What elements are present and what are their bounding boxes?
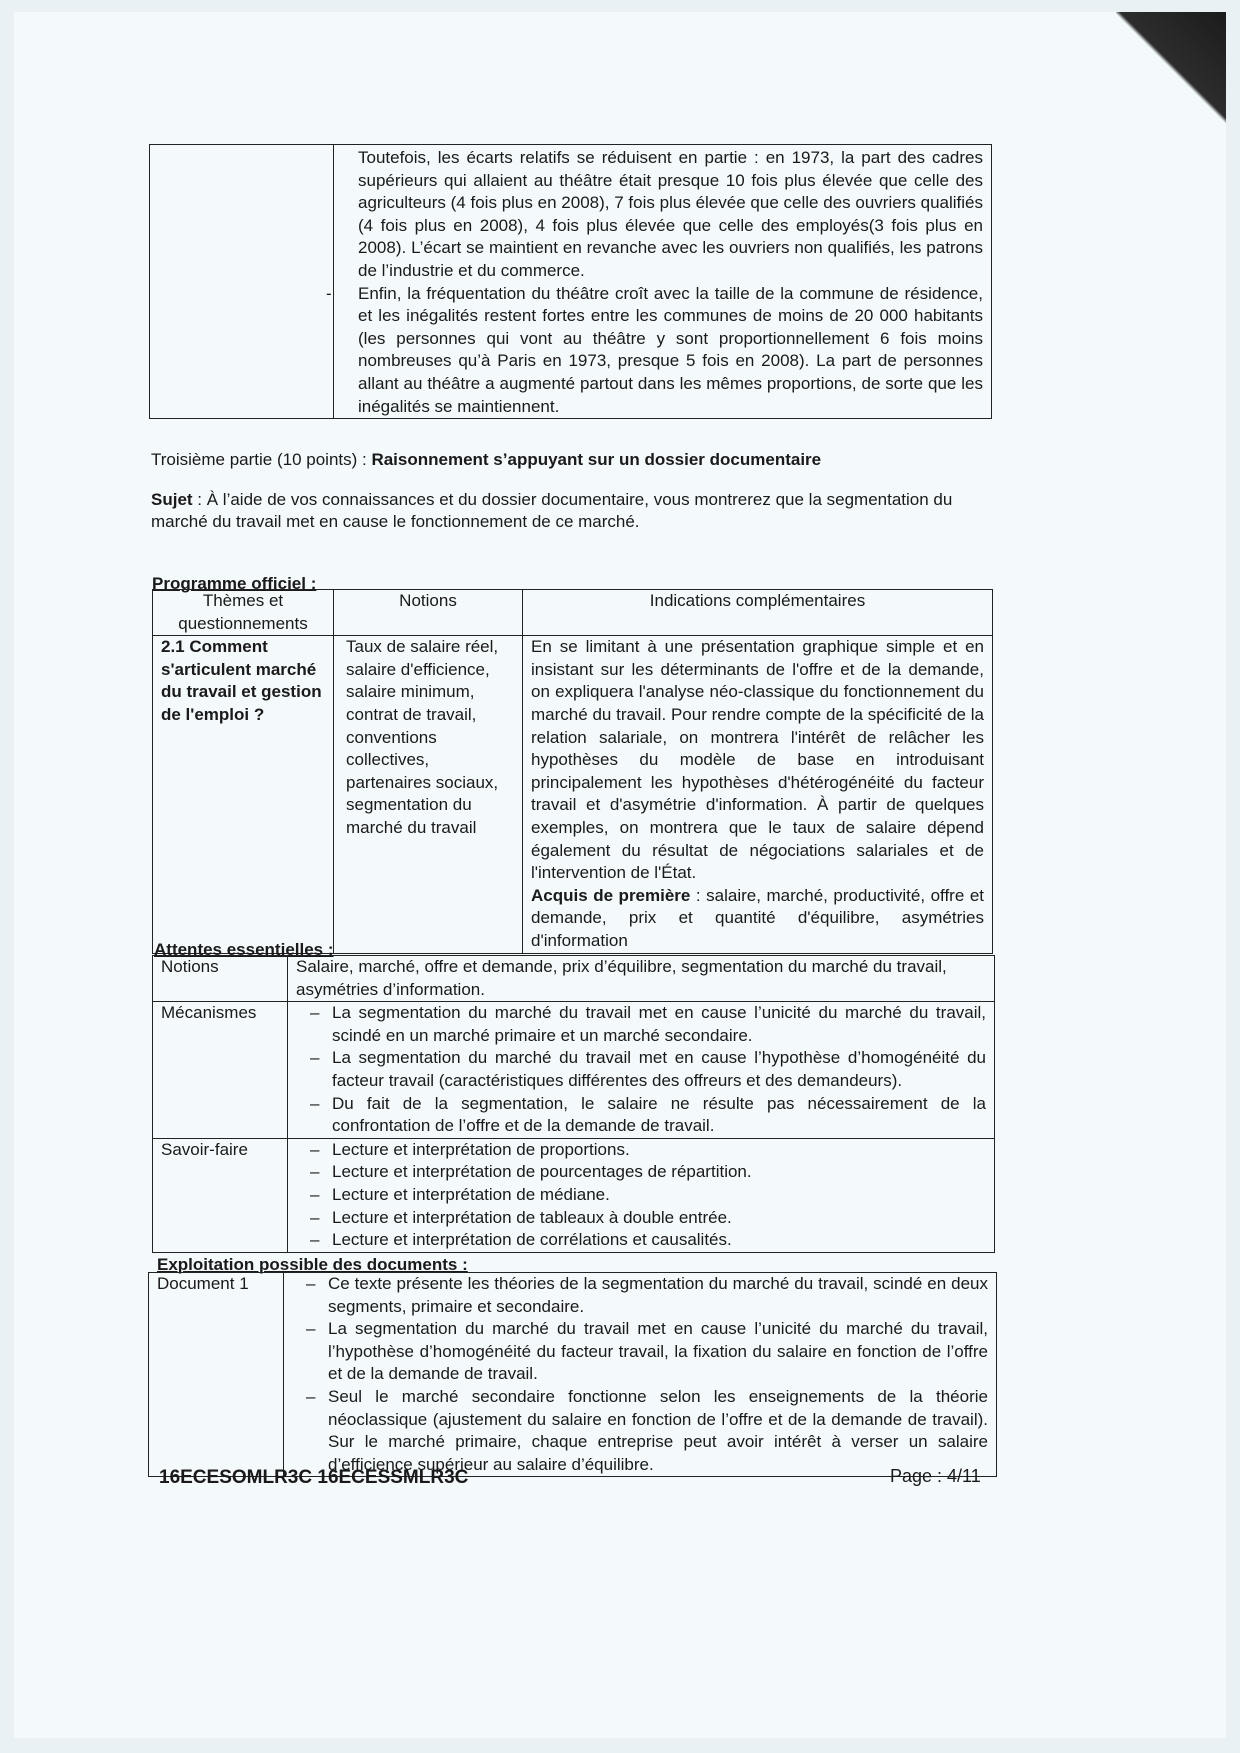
folded-corner xyxy=(1116,12,1226,182)
list-item: – La segmentation du marché du travail met en cause l’hypothèse d’homogénéité du facteur travail (caractéristiques différentes des offreurs et des demandeurs). xyxy=(310,1047,986,1092)
paragraph-ecarts: Toutefois, les écarts relatifs se réduisent en partie : en 1973, la part des cadres supérieurs qui allaient au théâtre était presque 10 fois plus élevée que celle des agriculteurs (4 fois plus en 2008), 7 fois plus élevée que celle des ouvriers qualifiés (4 fois plus en 2008), 4 fois plus élevée que celle des employés(3 fois plus en 2008). L’écart se maintient en revanche avec les ouvriers non qualifiés, les patrons de l’industrie et du commerce. xyxy=(358,148,983,280)
exploitation-heading: Exploitation possible des documents : xyxy=(157,1255,468,1274)
programme-heading: Programme officiel : xyxy=(152,574,317,593)
savoir-list xyxy=(296,1139,986,1252)
document-page xyxy=(14,12,1226,1738)
attentes-table xyxy=(152,955,995,1253)
col-header-notions: Notions xyxy=(334,590,523,636)
programme-table xyxy=(152,589,993,954)
col-header-themes: Thèmes et questionnements xyxy=(153,590,334,636)
part3-title-plain: Troisième partie (10 points) : xyxy=(151,450,372,469)
exploitation-table xyxy=(148,1272,997,1477)
part3-title xyxy=(151,450,821,470)
col-header-indications: Indications complémentaires xyxy=(523,590,993,636)
list-item: – La segmentation du marché du travail met en cause l’unicité du marché du travail, scindé en un marché primaire et un marché secondaire. xyxy=(310,1002,986,1047)
paragraph-commune-text: Enfin, la fréquentation du théâtre croît avec la taille de la commune de résidence, et les inégalités restent fortes entre les communes de moins de 20 000 habitants (les personnes qui vont au théâtre y sont proportionnellement 6 fois moins nombreuses qu’à Paris en 1973, presque 5 fois en 2008). La part de personnes allant au théâtre a augmenté partout dans les mêmes proportions, de sorte que les inégalités se maintiennent. xyxy=(358,283,983,416)
savoir-label: Savoir-faire xyxy=(153,1138,288,1252)
notions-label: Notions xyxy=(153,956,288,1002)
empty-cell xyxy=(150,145,334,419)
dash-marker: - xyxy=(326,283,332,303)
mecanismes-label: Mécanismes xyxy=(153,1002,288,1139)
list-item: – Lecture et interprétation de proportions. xyxy=(310,1139,986,1162)
notions-text: Salaire, marché, offre et demande, prix d’équilibre, segmentation du marché du travail, asymétries d’information. xyxy=(288,956,995,1002)
acquis-text: : salaire, marché, productivité, offre et demande, prix et quantité d'équilibre, asymétries d'information xyxy=(531,885,985,950)
notions-cell: Taux de salaire réel, salaire d'efficience, salaire minimum, contrat de travail, conventions collectives, partenaires sociaux, segmentation du marché du travail xyxy=(334,636,523,953)
attentes-heading: Attentes essentielles : xyxy=(154,940,334,959)
mecanismes-cell xyxy=(288,1002,995,1139)
indications-cell xyxy=(523,636,993,953)
continuation-table xyxy=(149,144,992,419)
document-code: 16ECESOMLR3C 16ECESSMLR3C xyxy=(159,1467,469,1488)
list-item: – Ce texte présente les théories de la segmentation du marché du travail, scindé en deux segments, primaire et secondaire. xyxy=(306,1273,988,1318)
part3-title-bold: Raisonnement s’appuyant sur un dossier documentaire xyxy=(371,450,822,469)
document-1-cell xyxy=(284,1273,997,1477)
sujet-text: : À l’aide de vos connaissances et du dossier documentaire, vous montrerez que la segmentation du marché du travail met en cause le fonctionnement de ce marché. xyxy=(151,490,953,531)
mecanismes-list xyxy=(296,1002,986,1138)
document-1-label: Document 1 xyxy=(149,1273,284,1477)
indications-text: En se limitant à une présentation graphique simple et en insistant sur les déterminants de l'offre et de la demande, on expliquera l'analyse néo-classique du fonctionnement du marché du travail. Pour rendre compte de la spécificité de la relation salariale, on montrera l'intérêt de relâcher les hypothèses du modèle de base en introduisant principalement les hypothèses d'hétérogénéité du facteur travail et d'asymétrie d'information. À partir de quelques exemples, on montrera que le taux de salaire dépend également du résultat de négociations salariales et de l'intervention de l'État. xyxy=(531,637,984,883)
paragraph-commune xyxy=(326,283,983,419)
sujet xyxy=(151,489,994,533)
page-number: Page : 4/11 xyxy=(890,1466,981,1486)
list-item: – Lecture et interprétation de tableaux à double entrée. xyxy=(310,1207,986,1230)
acquis-label: Acquis de première xyxy=(531,885,691,905)
list-item: – Lecture et interprétation de pourcentages de répartition. xyxy=(310,1161,986,1184)
list-item: – Du fait de la segmentation, le salaire ne résulte pas nécessairement de la confrontation de l’offre et de la demande de travail. xyxy=(310,1093,986,1138)
theme-cell: 2.1 Comment s'articulent marché du travail et gestion de l'emploi ? xyxy=(153,636,334,953)
list-item: – La segmentation du marché du travail met en cause l’unicité du marché du travail, l’hypothèse d’homogénéité du facteur travail, la fixation du salaire en fonction de l’offre et de la demande de travail. xyxy=(306,1318,988,1386)
text-cell xyxy=(326,145,992,419)
acquis xyxy=(531,885,984,953)
list-item: – Seul le marché secondaire fonctionne selon les enseignements de la théorie néoclassique (ajustement du salaire en fonction de l’offre et de la demande de travail). Sur le marché primaire, chaque entreprise peut avoir intérêt à verser un salaire d’efficience supérieur au salaire d’équilibre. xyxy=(306,1386,988,1476)
exploitation-list xyxy=(292,1273,988,1476)
list-item: – Lecture et interprétation de médiane. xyxy=(310,1184,986,1207)
savoir-cell xyxy=(288,1138,995,1252)
sujet-label: Sujet xyxy=(151,490,193,509)
list-item: – Lecture et interprétation de corrélations et causalités. xyxy=(310,1229,986,1252)
